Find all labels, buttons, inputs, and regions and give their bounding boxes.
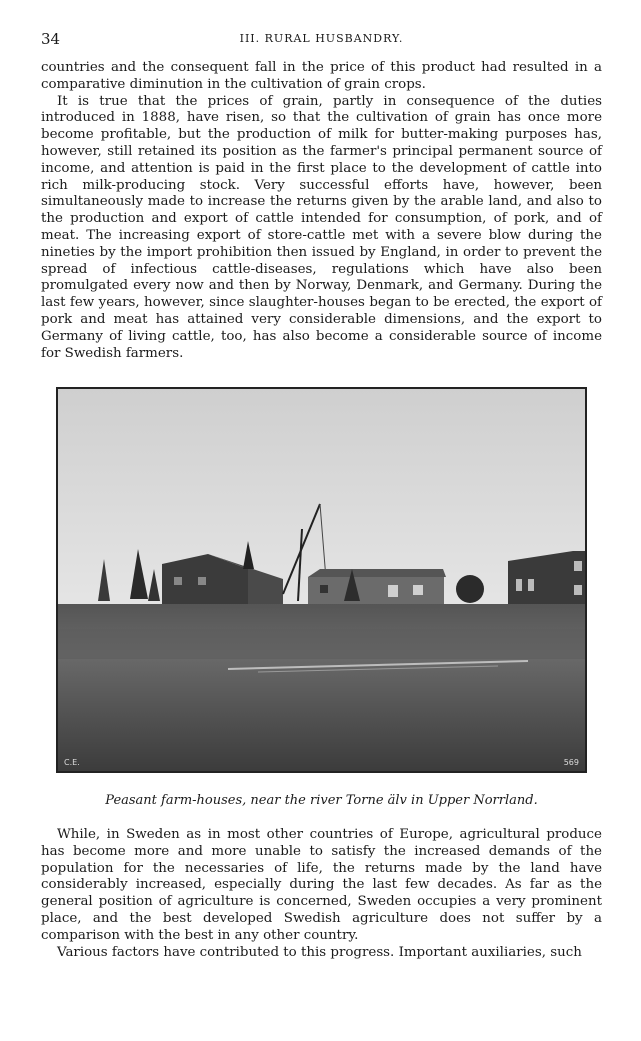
body-text-bottom xyxy=(41,827,602,961)
farm-photograph xyxy=(56,387,587,773)
page-number: 34 xyxy=(41,30,61,48)
figure xyxy=(56,387,587,808)
plate-mark: C.E. xyxy=(64,758,80,767)
figure-caption: Peasant farm-houses, near the river Torne älv in Upper Norrland. xyxy=(105,793,538,808)
running-head: III. RURAL HUSBANDRY. xyxy=(239,32,404,45)
paragraph: It is true that the prices of grain, partly in consequence of the duties introduced in 1888, have risen, so that the cultivation of grain has once more become profitable, but the production of milk for butter-making purposes has, however, still retained its position as the farmer's principal permanent source of income, and attention is paid in the first place to the development of cattle into rich milk-producing stock. Very successful efforts have, however, been simultaneously made to increase the returns given by the arable land, and also to the production and export of cattle intended for consumption, of pork, and of meat. The increasing export of store-cattle met with a severe blow during the nineties by the import prohibition then issued by England, in order to prevent the spread of infectious cattle-diseases, regulations which have also been promulgated every now and then by Norway, Denmark, and Germany. During the last few years, however, since slaughter-houses began to be erected, the export of pork and meat has attained very considerable dimensions, and the export to Germany of living cattle, too, has also become a considerable source of income for Swedish farmers. xyxy=(41,93,602,361)
paragraph: Various factors have contributed to this progress. Important auxiliaries, such xyxy=(57,944,582,960)
farm-photo-illustration xyxy=(58,389,585,771)
paragraph: While, in Sweden as in most other countries of Europe, agricultural produce has become more and more unable to satisfy the increased demands of the population for the necessaries of life, the returns made by the land have considerably increased, especially during the last few decades. As far as the general position of agriculture is concerned, Sweden occupies a very prominent place, and the best developed Swedish agriculture does not suffer by a comparison with the best in any other country. xyxy=(41,827,602,943)
page xyxy=(41,30,602,960)
plate-number: 569 xyxy=(563,758,579,767)
page-header xyxy=(41,30,602,50)
body-text-top xyxy=(41,60,602,362)
paragraph: countries and the consequent fall in the price of this product had resulted in a comparative diminution in the cultivation of grain crops. xyxy=(41,60,602,92)
